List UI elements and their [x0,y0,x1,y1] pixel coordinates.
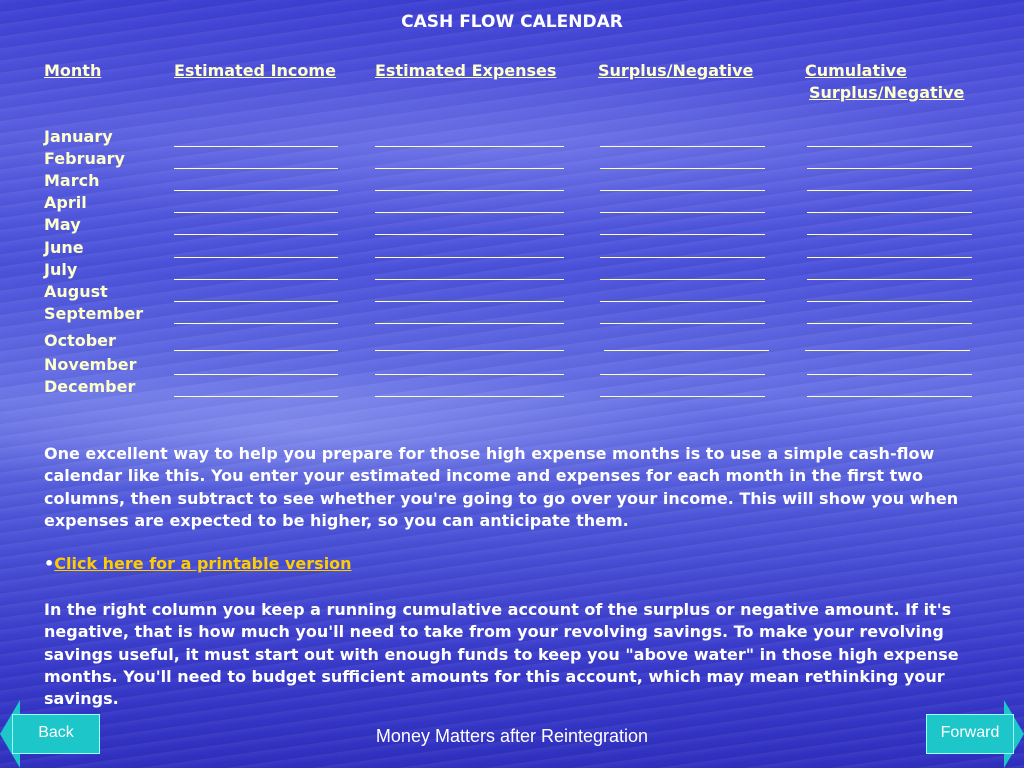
expenses-blank [375,301,564,302]
column-header-surplus: Surplus/Negative [598,61,754,80]
cumulative-blank [807,212,972,213]
back-button-label: Back [38,724,74,741]
column-header-cumulative-line2: Surplus/Negative [809,83,965,102]
month-label-may: May [44,215,81,234]
income-blank [174,146,338,147]
income-blank [174,301,338,302]
column-header-cumulative: Cumulative [805,61,907,80]
cumulative-blank [807,396,972,397]
cumulative-blank [807,279,972,280]
cumulative-blank [807,301,972,302]
month-label-february: February [44,149,125,168]
surplus-blank [600,190,765,191]
cumulative-blank [805,350,970,351]
expenses-blank [375,168,564,169]
surplus-blank [600,168,765,169]
income-blank [174,396,338,397]
intro-paragraph: One excellent way to help you prepare for those high expense months is to use a simple cash-flow calendar like this. You enter your estimated income and expenses for each month in the first two columns, then subtract to see whether you're going to go over your income. This will show you when expenses are expected to be higher, so you can anticipate them. [44,444,959,530]
forward-button-label: Forward [940,724,1000,741]
surplus-blank [600,374,765,375]
month-label-june: June [44,238,84,257]
surplus-blank [600,301,765,302]
page-title: CASH FLOW CALENDAR [401,12,623,32]
cumulative-blank [807,190,972,191]
surplus-blank [600,323,765,324]
income-blank [174,168,338,169]
column-header-month: Month [44,61,102,80]
cumulative-blank [807,146,972,147]
month-label-august: August [44,282,108,301]
printable-version-link[interactable]: Click here for a printable version [54,554,352,573]
expenses-blank [375,234,564,235]
month-label-september: September [44,304,144,323]
expenses-blank [375,350,564,351]
income-blank [174,279,338,280]
surplus-blank [600,257,765,258]
income-blank [174,323,338,324]
expenses-blank [375,374,564,375]
bullet: • [44,554,55,573]
income-blank [174,234,338,235]
surplus-blank [600,234,765,235]
month-label-january: January [44,127,113,146]
column-header-income: Estimated Income [174,61,336,80]
surplus-blank [604,350,769,351]
surplus-blank [600,396,765,397]
income-blank [174,350,338,351]
month-label-july: July [44,260,78,279]
expenses-blank [375,146,564,147]
expenses-blank [375,279,564,280]
income-blank [174,212,338,213]
expenses-blank [375,323,564,324]
expenses-blank [375,257,564,258]
month-label-march: March [44,171,100,190]
expenses-blank [375,396,564,397]
month-label-october: October [44,331,116,350]
expenses-blank [375,212,564,213]
cumulative-blank [807,257,972,258]
month-label-december: December [44,377,136,396]
income-blank [174,257,338,258]
cumulative-blank [807,374,972,375]
printable-link-line [44,554,352,573]
cumulative-paragraph: In the right column you keep a running cumulative account of the surplus or negative amount. If it's negative, that is how much you'll need to take from your revolving savings. To make your revolving savings useful, it must start out with enough funds to keep you "above water" in those high expense months. You'll need to budget sufficient amounts for this account, which may mean rethinking your savings. [44,600,959,709]
cumulative-blank [807,323,972,324]
footer-title: Money Matters after Reintegration [375,726,649,746]
surplus-blank [600,279,765,280]
surplus-blank [600,146,765,147]
income-blank [174,190,338,191]
income-blank [174,374,338,375]
cumulative-blank [807,168,972,169]
month-label-april: April [44,193,87,212]
column-header-expenses: Estimated Expenses [375,61,557,80]
month-label-november: November [44,355,137,374]
expenses-blank [375,190,564,191]
cumulative-blank [807,234,972,235]
surplus-blank [600,212,765,213]
